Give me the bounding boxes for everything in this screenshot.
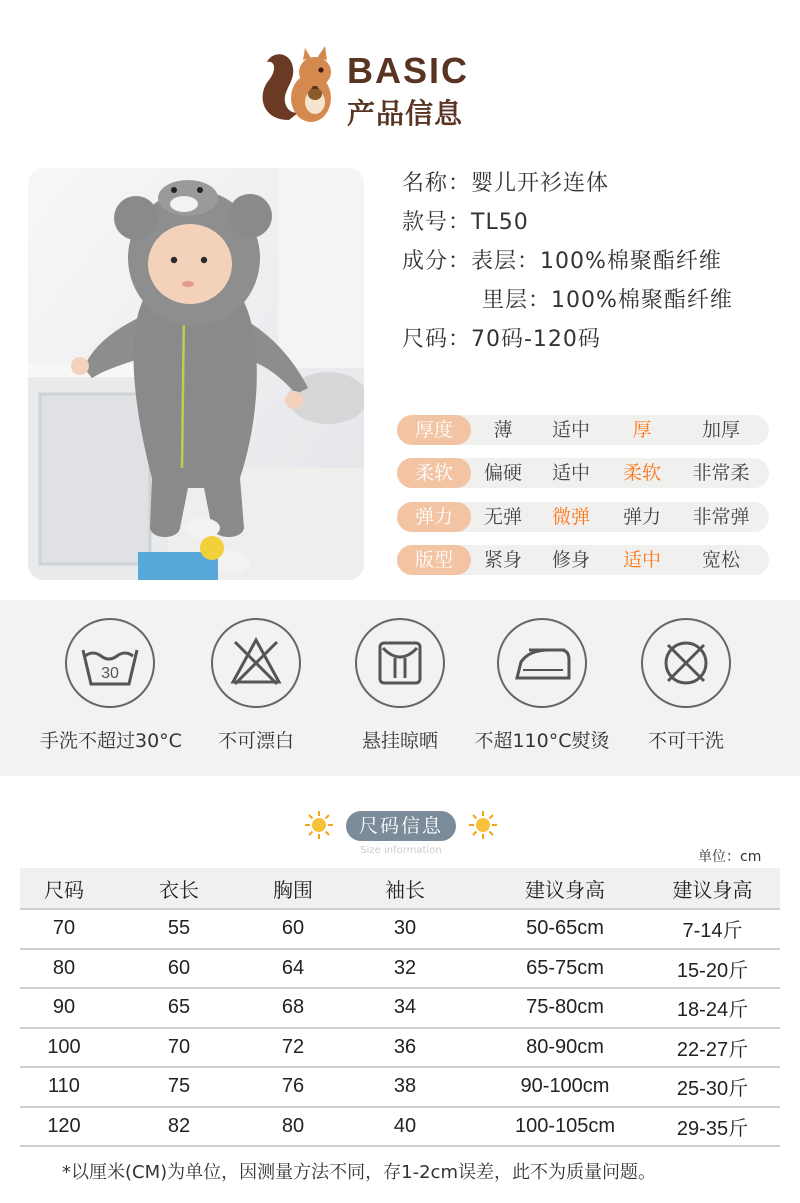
attr-row-softness	[397, 458, 769, 488]
table-cell: 68	[281, 996, 305, 1019]
attr-option: 修身	[551, 549, 590, 571]
no-dry-clean-icon	[641, 618, 731, 708]
care-temp: 30	[101, 665, 119, 682]
brand-header	[255, 42, 495, 132]
table-row	[20, 989, 780, 1029]
care-label: 手洗不超过30°C	[40, 730, 182, 752]
care-label: 不可漂白	[217, 730, 294, 752]
unit-label: 单位：cm	[698, 849, 762, 865]
table-cell: 18-24斤	[676, 999, 749, 1022]
size-table	[20, 868, 780, 1147]
product-photo	[28, 168, 364, 580]
care-item-no-bleach	[186, 618, 326, 753]
table-cell: 29-35斤	[676, 1117, 749, 1140]
care-item-hang-dry	[330, 618, 470, 753]
attr-option: 非常弹	[692, 506, 750, 528]
care-item-no-dry-clean	[616, 618, 756, 753]
table-row	[20, 1068, 780, 1108]
table-cell: 15-20斤	[676, 959, 749, 982]
squirrel-logo-icon	[255, 42, 345, 132]
sun-icon	[468, 810, 498, 840]
table-header-cell: 袖长	[385, 877, 425, 902]
attr-row-fit	[397, 545, 769, 575]
iron-110-icon	[497, 618, 587, 708]
table-cell: 60	[281, 917, 305, 940]
table-cell: 70	[52, 917, 76, 940]
table-cell: 64	[281, 956, 305, 979]
table-cell: 22-27斤	[676, 1038, 749, 1061]
table-cell: 34	[393, 996, 417, 1019]
table-cell: 120	[47, 1114, 81, 1137]
table-cell: 72	[281, 1035, 305, 1058]
attr-option-selected: 适中	[622, 549, 661, 571]
table-cell: 75	[167, 1075, 191, 1098]
info-lining: 里层：100%棉聚酯纤维	[482, 288, 733, 313]
attr-option-selected: 厚	[632, 419, 652, 441]
table-cell: 100-105cm	[514, 1114, 616, 1137]
sun-icon	[304, 810, 334, 840]
table-cell: 75-80cm	[526, 996, 604, 1019]
attr-option: 适中	[551, 419, 590, 441]
attr-row-elasticity	[397, 502, 769, 532]
table-cell: 60	[167, 956, 191, 979]
attr-label: 柔软	[397, 458, 471, 488]
table-cell: 80	[281, 1114, 305, 1137]
baby-romper-photo	[28, 168, 364, 580]
table-cell: 36	[393, 1035, 417, 1058]
attr-option: 加厚	[701, 419, 740, 441]
table-cell: 100	[47, 1035, 81, 1058]
size-info-subtitle: Size information	[360, 845, 442, 856]
table-cell: 90-100cm	[520, 1075, 610, 1098]
attr-option: 宽松	[701, 549, 740, 571]
no-bleach-icon	[211, 618, 301, 708]
table-row	[20, 910, 780, 950]
attr-option-selected: 微弹	[551, 506, 590, 528]
table-header-row	[20, 868, 780, 910]
table-cell: 25-30斤	[676, 1078, 749, 1101]
attr-label: 版型	[397, 545, 471, 575]
attr-option: 无弹	[483, 506, 522, 528]
info-material: 成分：表层：100%棉聚酯纤维	[402, 249, 722, 274]
care-instructions	[0, 600, 800, 776]
table-header-cell: 胸围	[273, 877, 313, 902]
measurement-note: *以厘米(CM)为单位，因测量方法不同，存1-2cm误差，此不为质量问题。	[62, 1162, 656, 1183]
attr-row-thickness	[397, 415, 769, 445]
attr-option: 适中	[551, 462, 590, 484]
table-header-cell: 尺码	[44, 877, 84, 902]
info-name: 名称：婴儿开衫连体	[402, 171, 610, 196]
attr-option-selected: 柔软	[622, 462, 661, 484]
table-row	[20, 1108, 780, 1148]
hand-wash-30-icon	[65, 618, 155, 708]
table-cell: 7-14斤	[682, 920, 743, 943]
table-cell: 65	[167, 996, 191, 1019]
attr-option: 薄	[493, 419, 513, 441]
table-cell: 30	[393, 917, 417, 940]
attr-label: 厚度	[397, 415, 471, 445]
info-style: 款号：TL50	[402, 210, 529, 235]
attr-label: 弹力	[397, 502, 471, 532]
hang-dry-icon	[355, 618, 445, 708]
attr-option: 偏硬	[483, 462, 522, 484]
table-cell: 82	[167, 1114, 191, 1137]
table-cell: 50-65cm	[526, 917, 604, 940]
table-header-cell: 衣长	[159, 877, 199, 902]
attr-option: 紧身	[483, 549, 522, 571]
brand-name: BASIC	[347, 50, 470, 91]
attr-option: 弹力	[622, 506, 661, 528]
attr-option: 非常柔	[692, 462, 750, 484]
table-cell: 32	[393, 956, 417, 979]
table-row	[20, 1029, 780, 1069]
table-header-cell: 建议身高	[525, 877, 605, 902]
table-cell: 110	[48, 1075, 80, 1098]
table-row	[20, 950, 780, 990]
care-label: 不可干洗	[647, 730, 724, 752]
info-size: 尺码：70码-120码	[402, 327, 601, 352]
table-cell: 80	[52, 956, 76, 979]
care-label: 不超110°C熨烫	[474, 730, 610, 752]
care-item-hand-wash	[40, 618, 180, 753]
table-cell: 40	[393, 1114, 417, 1137]
care-item-iron	[472, 618, 612, 753]
table-cell: 80-90cm	[526, 1035, 604, 1058]
table-cell: 65-75cm	[526, 956, 604, 979]
table-cell: 38	[393, 1075, 417, 1098]
brand-subtitle: 产品信息	[347, 97, 464, 130]
care-label: 悬挂晾晒	[361, 730, 438, 752]
table-header-cell: 建议身高	[672, 877, 753, 902]
table-cell: 70	[167, 1035, 191, 1058]
table-cell: 55	[167, 917, 191, 940]
size-info-title: 尺码信息	[346, 811, 456, 841]
table-cell: 90	[52, 996, 76, 1019]
table-cell: 76	[281, 1075, 305, 1098]
